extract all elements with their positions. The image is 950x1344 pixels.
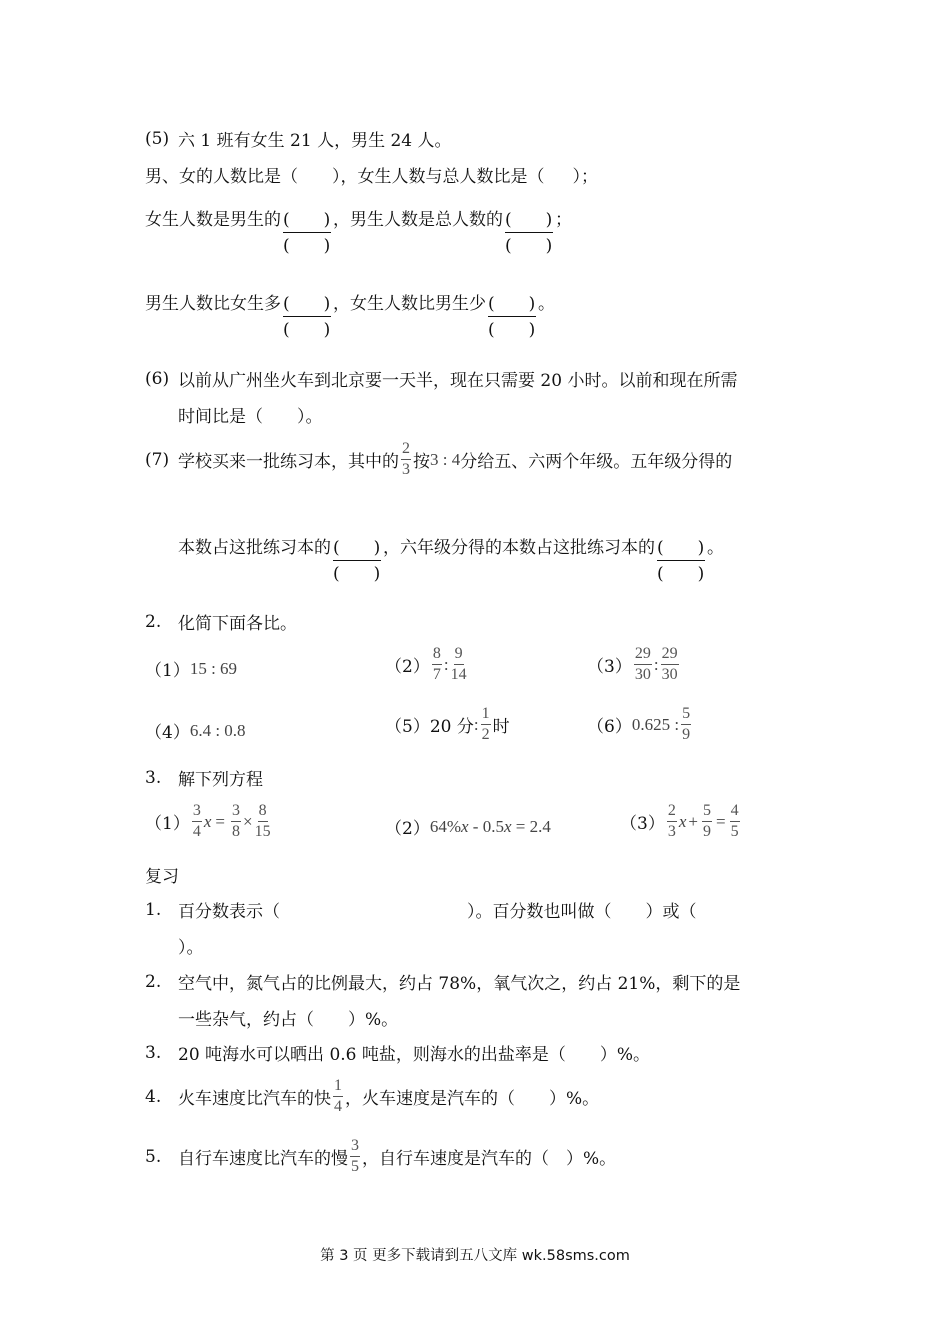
item-label: （2） — [385, 819, 430, 839]
fraction: $\frac{9}{14}$ — [450, 645, 467, 683]
review-2-text: 空气中，氮气占的比例最大，约占 78%，氧气次之，约占 21%，剩下的是 — [178, 974, 741, 994]
item-label: （5） — [385, 717, 430, 737]
s2-item-5 — [385, 706, 510, 743]
q6-text: 以前从广州坐火车到北京要一天半，现在只需要 20 小时。以前和现在所需 — [178, 371, 738, 391]
colon: : — [473, 714, 479, 734]
s2-title-text: 化简下面各比。 — [178, 614, 297, 634]
variable-x: x — [678, 811, 687, 831]
q5-line1 — [145, 126, 452, 151]
ratio-expr: 6.4 : 0.8 — [189, 720, 246, 740]
review-5-label: 5. — [145, 1146, 162, 1167]
fraction: $\frac{3}{5}$ — [351, 1137, 359, 1175]
q7-line2-c: 。 — [707, 538, 724, 558]
item-pre: 0.625 : — [631, 714, 680, 734]
item-label: （3） — [587, 657, 632, 677]
q7-ratio: 3 : 4 — [430, 449, 461, 469]
q7-line2-a: 本数占这批练习本的 — [178, 538, 331, 558]
q6-line1 — [145, 366, 737, 391]
review-1-line2 — [178, 933, 204, 958]
q5-line4-a: 男生人数比女生多 — [145, 294, 281, 314]
equals: = — [715, 811, 726, 831]
q7-line2-b: ，六年级分得的本数占这批练习本的 — [383, 538, 655, 558]
answer-blank-fraction[interactable]: ( ) ( ) — [488, 294, 536, 340]
q5-line2-a: 男、女的人数比是（ — [145, 167, 298, 187]
fraction: $\frac{1}{4}$ — [334, 1077, 342, 1115]
variable-x: x — [503, 816, 512, 836]
review-heading-text: 复习 — [145, 867, 179, 887]
s2-title — [145, 609, 297, 634]
s3-eq-1 — [145, 803, 273, 840]
fraction: $\frac{29}{30}$ — [634, 645, 651, 683]
fraction: $\frac{8}{7}$ — [432, 645, 441, 683]
q5-text: 六 1 班有女生 21 人，男生 24 人。 — [178, 131, 452, 151]
q6-label: (6) — [145, 368, 170, 389]
equals: = — [215, 811, 225, 831]
review-4-text-b: ，火车速度是汽车的（ ）%。 — [345, 1089, 600, 1109]
item-label: （1） — [145, 661, 190, 681]
eq-part: 64% — [429, 816, 461, 836]
q6-line2 — [178, 402, 323, 427]
item-label: （6） — [587, 717, 632, 737]
q5-line3-a: 女生人数是男生的 — [145, 210, 281, 230]
q5-label: (5) — [145, 128, 170, 149]
footer-text: 第 3 页 更多下载请到五八文库 wk.58sms.com — [320, 1248, 630, 1264]
s2-item-6 — [587, 706, 693, 743]
s2-item-4 — [145, 718, 246, 743]
item-label: （2） — [385, 657, 430, 677]
fraction: $\frac{2}{3}$ — [667, 802, 676, 840]
ratio-expr: 15 : 69 — [189, 658, 238, 678]
q5-line3-b: ，男生人数是总人数的 — [333, 210, 503, 230]
fraction: $\frac{3}{4}$ — [192, 802, 201, 840]
review-5-text-b: ，自行车速度是汽车的（ ）%。 — [362, 1149, 617, 1169]
fraction: $\frac{5}{9}$ — [702, 802, 711, 840]
s3-title — [145, 765, 263, 790]
answer-blank-fraction[interactable]: ( ) ( ) — [657, 538, 705, 584]
review-5 — [145, 1138, 616, 1175]
fraction: $\frac{8}{15}$ — [254, 802, 271, 840]
s2-item-2 — [385, 646, 469, 683]
q7-text-b: 按 — [413, 452, 430, 472]
s3-label: 3. — [145, 767, 162, 788]
review-5-text-a: 自行车速度比汽车的慢 — [178, 1149, 348, 1169]
s3-eq-2 — [385, 814, 551, 839]
s2-item-3 — [587, 646, 681, 683]
review-2-line2 — [178, 1005, 398, 1030]
fraction: $\frac{4}{5}$ — [730, 802, 739, 840]
fraction: $\frac{29}{30}$ — [661, 645, 678, 683]
colon: : — [653, 654, 659, 674]
review-3-text: 20 吨海水可以晒出 0.6 吨盐，则海水的出盐率是（ ）%。 — [178, 1045, 651, 1065]
plus: + — [688, 811, 698, 831]
eq-part: = 2.4 — [511, 816, 551, 836]
q7-text-c: 分给五、六两个年级。五年级分得的 — [460, 452, 733, 472]
q6-text-2: 时间比是（ ）。 — [178, 407, 323, 427]
q5-line2-b: ），女生人数与总人数比是（ — [332, 167, 545, 187]
q5-line3-c: ； — [555, 210, 572, 230]
times: × — [242, 811, 253, 831]
answer-blank-fraction[interactable]: ( ) ( ) — [283, 210, 331, 256]
review-4 — [145, 1078, 599, 1115]
review-1-text: 百分数表示（ ）。百分数也叫做（ ）或（ — [178, 902, 697, 922]
q5-line4-b: ，女生人数比男生少 — [333, 294, 486, 314]
answer-blank-fraction[interactable]: ( ) ( ) — [283, 294, 331, 340]
fraction: $\frac{3}{8}$ — [231, 802, 240, 840]
review-3-label: 3. — [145, 1042, 162, 1063]
q7-text-a: 学校买来一批练习本，其中的 — [178, 452, 399, 472]
item-pre: 20 分 — [429, 717, 474, 737]
review-2-line1 — [145, 969, 740, 994]
q5-line4 — [145, 292, 555, 341]
eq-part: - 0.5 — [468, 816, 504, 836]
s3-eq-3 — [620, 803, 742, 840]
review-2-label: 2. — [145, 971, 162, 992]
item-post: 时 — [492, 717, 510, 737]
review-4-text-a: 火车速度比汽车的快 — [178, 1089, 331, 1109]
review-3 — [145, 1040, 650, 1065]
review-1-label: 1. — [145, 899, 162, 920]
review-4-label: 4. — [145, 1086, 162, 1107]
q5-line3 — [145, 208, 572, 257]
q5-line2-c: ）； — [572, 167, 598, 187]
s2-label: 2. — [145, 611, 162, 632]
q5-line4-c: 。 — [538, 294, 555, 314]
answer-blank-fraction[interactable]: ( ) ( ) — [505, 210, 553, 256]
answer-blank-fraction[interactable]: ( ) ( ) — [333, 538, 381, 584]
q7-line1 — [145, 441, 732, 478]
review-2-text-2: 一些杂气，约占（ ）%。 — [178, 1010, 399, 1030]
colon: : — [443, 654, 449, 674]
review-heading — [145, 862, 179, 887]
q7-label: (7) — [145, 449, 170, 470]
s2-item-1 — [145, 656, 237, 681]
s3-title-text: 解下列方程 — [178, 770, 263, 790]
review-1-line1 — [145, 897, 697, 922]
fraction: $\frac{1}{2}$ — [481, 705, 490, 743]
variable-x: x — [461, 816, 469, 836]
item-label: （4） — [145, 723, 190, 743]
q5-line2 — [145, 162, 598, 187]
page-footer — [0, 1244, 950, 1265]
q7-line2 — [178, 536, 724, 585]
item-label: （3） — [620, 814, 665, 834]
variable-x: x — [203, 811, 212, 831]
fraction: $\frac{5}{9}$ — [682, 705, 691, 743]
item-label: （1） — [145, 814, 190, 834]
review-1-text-2: ）。 — [178, 938, 204, 958]
fraction: $\frac{2}{3}$ — [402, 440, 410, 478]
